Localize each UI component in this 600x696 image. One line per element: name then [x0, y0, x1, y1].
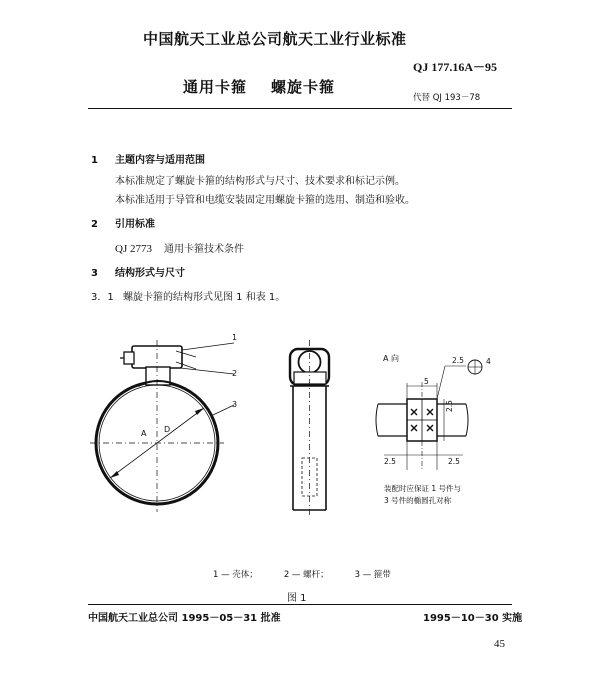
dimension-4: 4 [486, 357, 491, 366]
section-number: 3 [91, 268, 98, 279]
view-a-label: A 向 [383, 354, 400, 363]
section-title: 引用标准 [115, 219, 155, 230]
callout-1: 1 [232, 333, 238, 342]
figure-legend [213, 568, 417, 580]
section-1-paragraph-1: 本标准规定了螺旋卡箍的结构形式与尺寸、技术要求和标记示例。 [115, 176, 405, 187]
section-title: 结构形式与尺寸 [115, 268, 185, 279]
title-part1: 通用卡箍 [183, 78, 248, 96]
oval-hole-shape [302, 458, 317, 496]
dimension-2-5-left: 2.5 [384, 457, 396, 466]
screw-head-shape [124, 352, 134, 364]
footer-rule [88, 604, 512, 605]
assembly-note-line-2: 3 号件的椭圆孔对称 [384, 496, 452, 505]
replaces-standard: 代替 QJ 193－78 [413, 93, 481, 103]
section-number: 1 [91, 155, 98, 166]
figure-caption: 图 1 [287, 593, 307, 604]
section-number: 2 [91, 219, 98, 230]
view-a [376, 360, 482, 470]
page-number: 45 [494, 638, 505, 650]
approval-date: 中国航天工业总公司 1995－05－31 批准 [88, 613, 281, 624]
dimension-A: A [141, 429, 147, 438]
subsection-number: 3．1 [91, 292, 114, 303]
side-view [290, 340, 329, 518]
dimension-D: D [164, 425, 171, 434]
dimension-2-5-right: 2.5 [448, 457, 460, 466]
issuing-organization: 中国航天工业总公司航天工业行业标准 [143, 30, 407, 48]
callout-3: 3 [232, 400, 238, 409]
legend-item-band: 3 — 箍带 [354, 570, 391, 580]
subsection-text: 螺旋卡箍的结构形式见图 1 和表 1。 [123, 292, 286, 303]
effective-date: 1995－10－30 实施 [423, 613, 523, 624]
title-part2: 螺旋卡箍 [271, 78, 336, 96]
legend-item-housing: 1 — 壳体； [213, 570, 258, 580]
callout-2: 2 [232, 369, 238, 378]
standard-code: QJ 177.16A－95 [413, 60, 498, 74]
legend-item-screw: 2 — 螺杆； [283, 570, 329, 580]
section-title: 主题内容与适用范围 [115, 155, 205, 166]
dimension-2-5-top: 2.5 [452, 356, 464, 365]
front-view [90, 340, 234, 512]
assembly-note-line-1: 装配时应保证 1 号件与 [384, 484, 462, 493]
reference-code: QJ 2773 [115, 243, 152, 255]
dimension-5: 5 [424, 377, 429, 386]
dimension-2-5-side: 2.5 [445, 400, 454, 412]
section-1-paragraph-2: 本标准适用于导管和电缆安装固定用螺旋卡箍的选用、制造和验收。 [115, 195, 415, 206]
reference-name: 通用卡箍技术条件 [163, 244, 244, 255]
